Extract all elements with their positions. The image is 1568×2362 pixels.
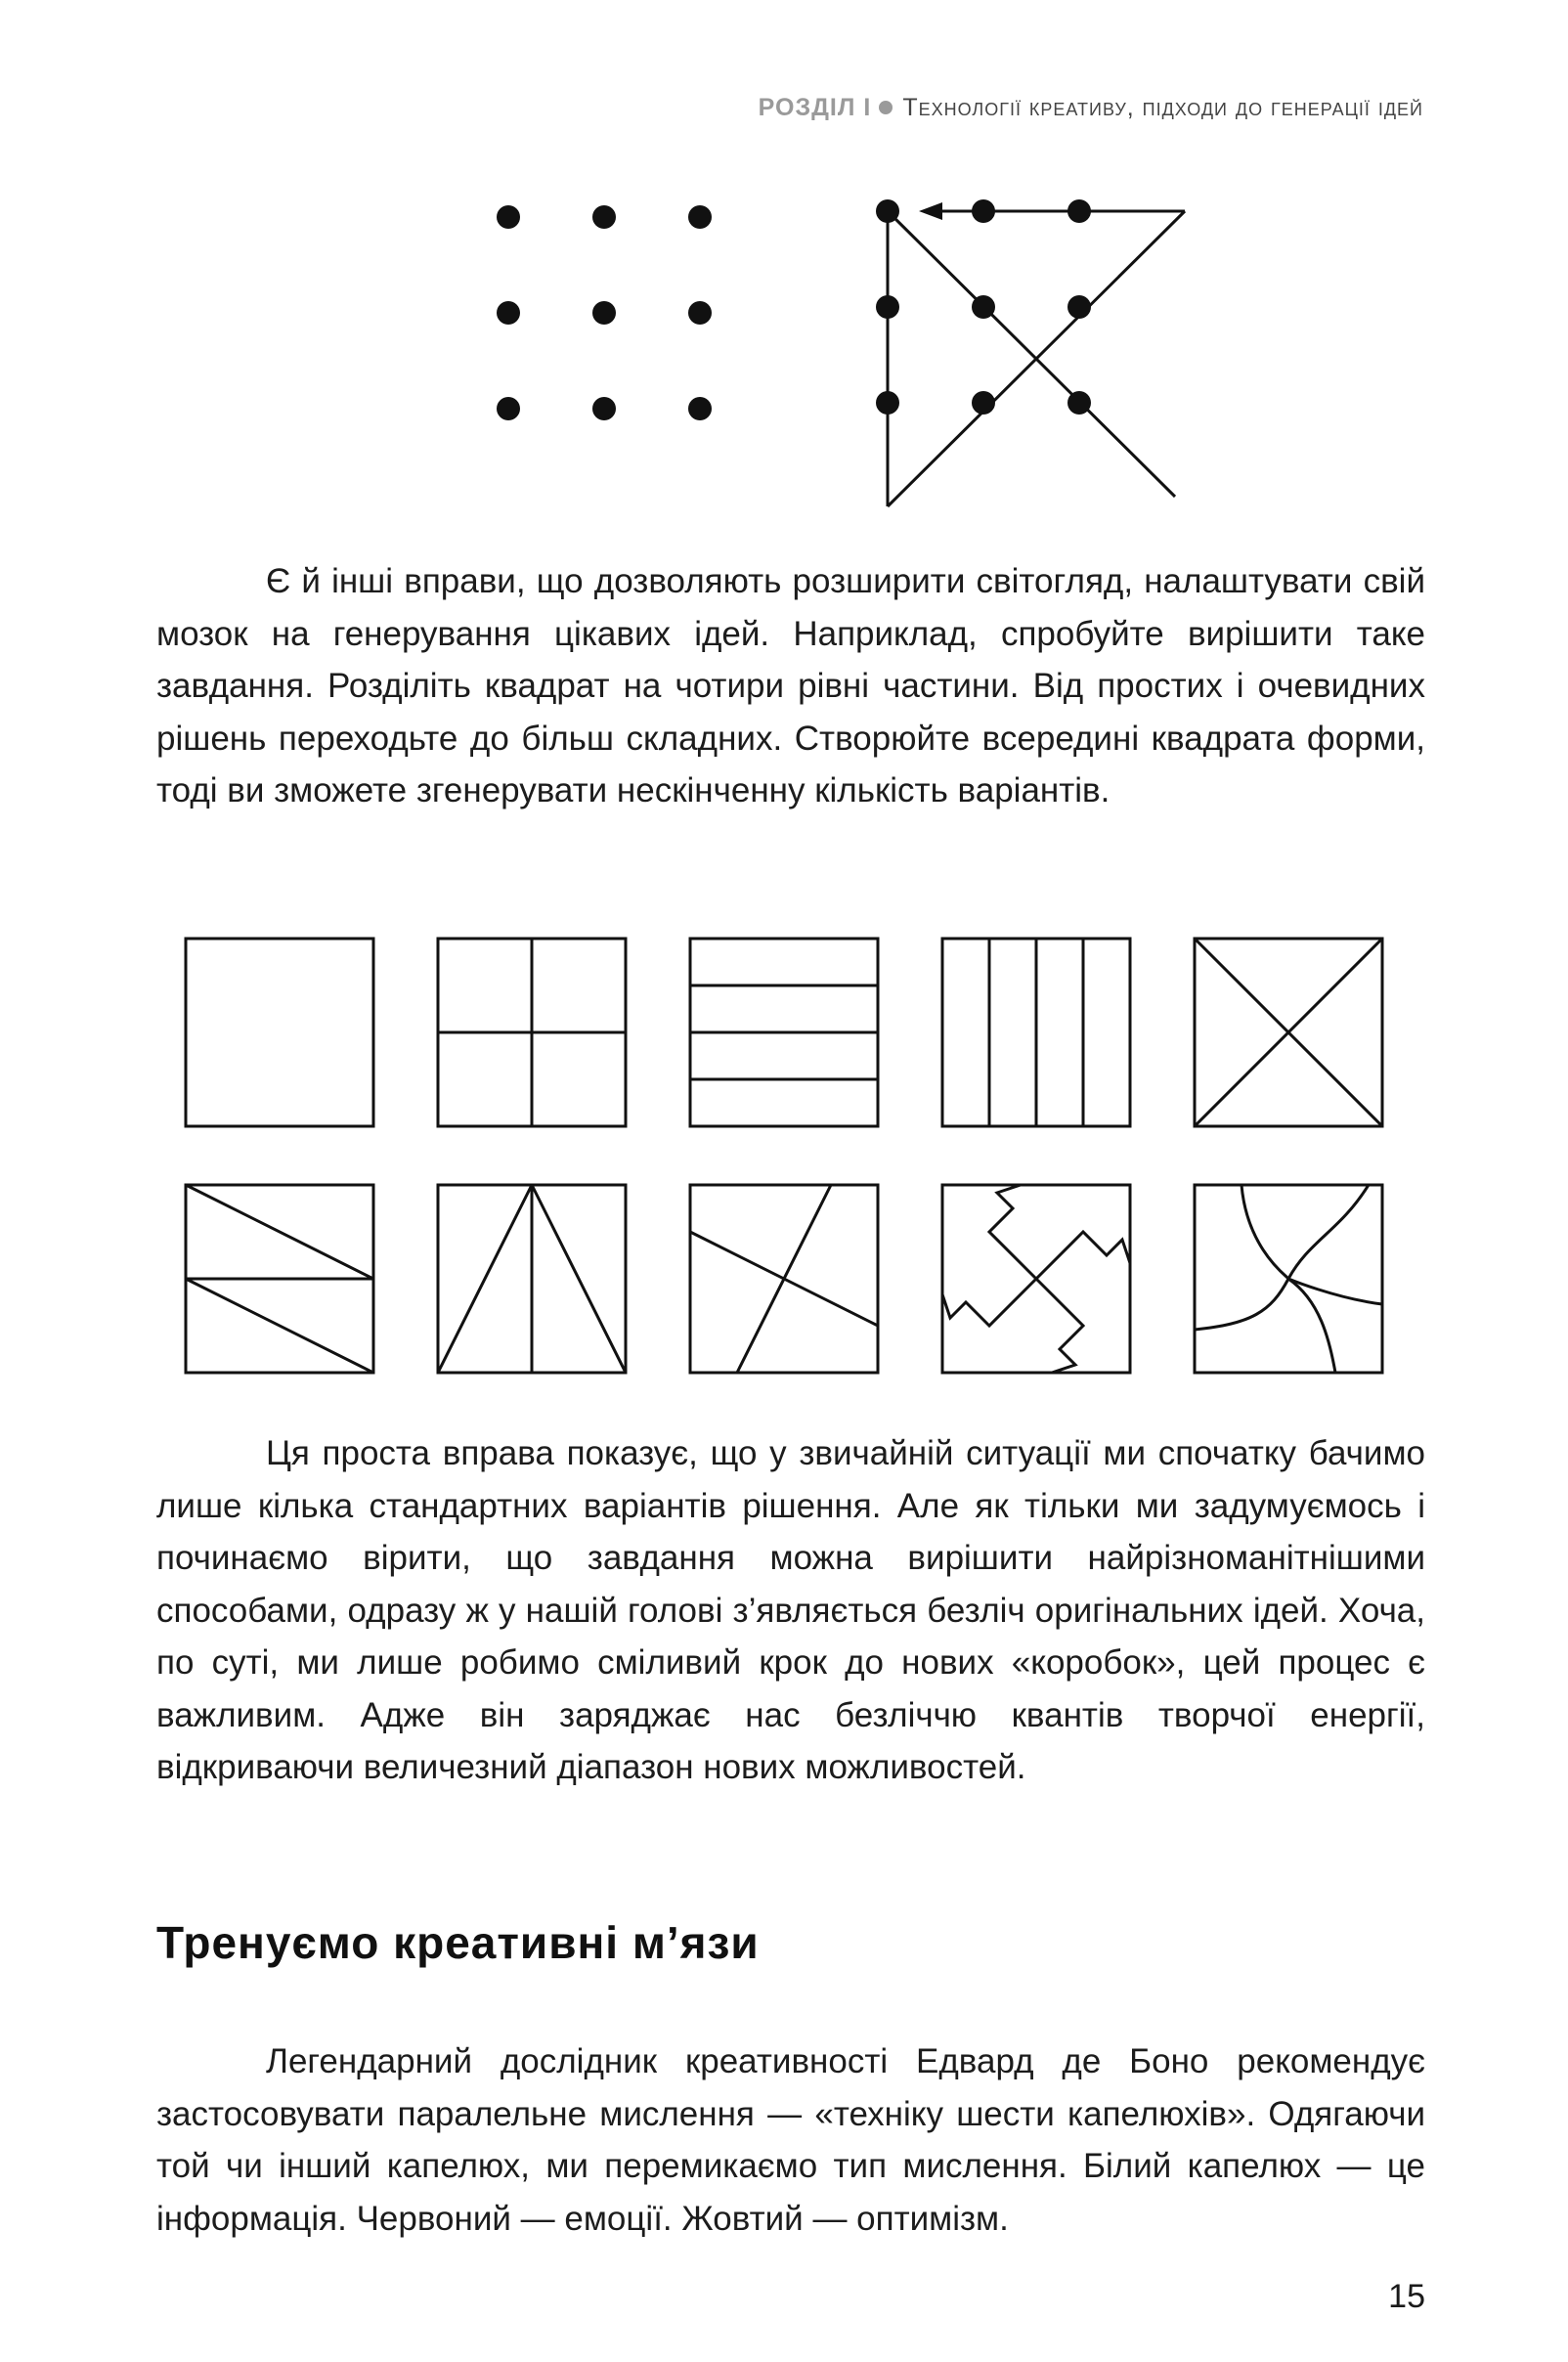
dot [972, 199, 995, 223]
dot [876, 199, 899, 223]
square-vertical-strips [942, 939, 1130, 1126]
dot [497, 397, 520, 420]
square-horizontal-strips [690, 939, 878, 1126]
closing-paragraph: Легендарний дослідник креативності Едвард де Боно рекомендує застосовувати паралельне мислення — «техніку шести капелюхів». Одягаючи той чи інший капелюх, ми перемикаємо тип мислення. Білий капелюх — це інформація. Червоний — емоції. Жовтий — оптимізм. [156, 2042, 1425, 2238]
nine-dots-grid [497, 205, 712, 420]
dot [1067, 295, 1091, 319]
dot [876, 391, 899, 415]
square-diagonal-cross [1195, 939, 1382, 1126]
page-number: 15 [1388, 2278, 1425, 2315]
dot [972, 295, 995, 319]
square-four-quarters [438, 939, 626, 1126]
dot [876, 295, 899, 319]
nine-dots-puzzle-figure [479, 186, 1202, 518]
square-curved-quarters [1195, 1185, 1382, 1373]
square-fan-triangles [438, 1185, 626, 1373]
square-divisions-figure [176, 929, 1408, 1388]
dot [688, 301, 712, 325]
dot [688, 205, 712, 229]
dot [1067, 391, 1091, 415]
running-head [0, 94, 1423, 122]
arrow-head-icon [919, 202, 942, 220]
conclusion-paragraph: Ця проста вправа показує, що у звичайній ситуації ми спочатку бачимо лише кілька стандартних варіантів рішення. Але як тільки ми задумуємось і починаємо вірити, що завдання можна вирішити найрізноманітнішими способами, одразу ж у нашій голові з’являється безліч оригінальних ідей. Хоча, по суті, ми лише робимо сміливий крок до нових «коробок», цей процес є важливим. Адже він заряджає нас безліччю квантів творчої енергії, відкриваючи величезний діапазон нових можливостей. [156, 1434, 1425, 1786]
dot [592, 205, 616, 229]
square-undivided [186, 939, 373, 1126]
square-stacked-triangles [186, 1185, 373, 1373]
square-rotated-cross [690, 1185, 878, 1373]
square-pinwheel-pieces [942, 1185, 1130, 1373]
section-label: РОЗДІЛ I [758, 94, 872, 121]
bullet-dot-icon [879, 101, 893, 114]
dot [592, 301, 616, 325]
exercise-paragraph: Є й інші вправи, що дозволяють розширити світогляд, налаштувати свій мозок на генерування цікавих ідей. Наприклад, спробуйте вирішити таке завдання. Розділіть квадрат на чотири рівні частини. Від простих і очевидних рішень переходьте до більш складних. Створюйте всередині квадрата форми, тоді ви зможете згенерувати нескінченну кількість варіантів. [156, 562, 1425, 809]
chapter-title: Технології креативу, підходи до генерації ідей [902, 94, 1423, 121]
dot [497, 301, 520, 325]
solution-line [888, 211, 1175, 497]
nine-dots-solution [876, 199, 1185, 506]
dot [972, 391, 995, 415]
section-heading: Тренуємо креативні м’язи [156, 1917, 760, 1968]
dot [688, 397, 712, 420]
dot [592, 397, 616, 420]
dot [497, 205, 520, 229]
dot [1067, 199, 1091, 223]
